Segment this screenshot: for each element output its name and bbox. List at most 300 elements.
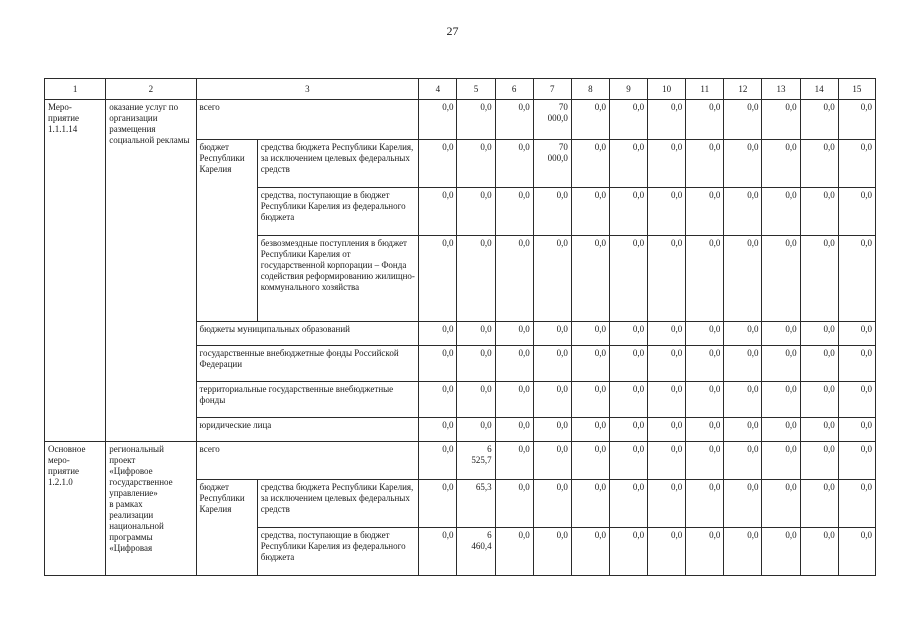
value-text: 0,0 (556, 384, 568, 394)
value-text: 0,0 (747, 420, 759, 430)
value-cell (838, 188, 875, 236)
source-label: средства бюджета Республики Карелия, за исключением целевых федеральных средств (257, 140, 419, 188)
value-text: 0,0 (709, 444, 721, 454)
value-cell (495, 322, 533, 346)
event-name: оказание услуг по организации размещения социальной рекламы (106, 100, 196, 442)
value-cell (571, 322, 609, 346)
value-text: 0,0 (594, 142, 606, 152)
value-text: 0,0 (670, 444, 683, 454)
value-text: 0,0 (594, 420, 606, 430)
value-text: 0,0 (785, 190, 797, 200)
value-cell (800, 346, 838, 382)
value-text: 0,0 (785, 348, 797, 358)
value-text: 0,0 (670, 142, 683, 152)
value-cell (648, 528, 686, 576)
value-text: 0,0 (747, 190, 759, 200)
value-cell (571, 528, 609, 576)
value-text: 0,0 (860, 384, 872, 394)
value-text: 0,0 (442, 238, 454, 248)
value-cell (533, 346, 571, 382)
value-text: 0,0 (860, 444, 872, 454)
value-cell (609, 236, 647, 322)
value-text: 0,0 (594, 190, 606, 200)
value-cell (838, 382, 875, 418)
value-cell (495, 442, 533, 480)
value-cell (533, 528, 571, 576)
value-text: 0,0 (709, 420, 721, 430)
value-cell (609, 322, 647, 346)
value-cell (571, 236, 609, 322)
value-cell (724, 418, 762, 442)
value-cell (609, 442, 647, 480)
value-cell (457, 140, 495, 188)
value-cell (419, 480, 457, 528)
event-name: региональный проект «Цифровое государственное управление» в рамках реализации национальной программы «Цифровая (106, 442, 196, 576)
value-cell (533, 418, 571, 442)
value-cell (800, 480, 838, 528)
value-text: 0,0 (442, 190, 454, 200)
header-cell: 3 (196, 79, 419, 100)
value-text: 0,0 (670, 384, 683, 394)
value-cell (724, 140, 762, 188)
value-text: 0,0 (442, 348, 454, 358)
value-cell (724, 480, 762, 528)
table-row (45, 442, 876, 480)
source-label: всего (196, 442, 419, 480)
value-text: 0,0 (518, 238, 530, 248)
value-text: 0,0 (747, 482, 759, 492)
value-cell (457, 322, 495, 346)
value-text: 0,0 (747, 324, 759, 334)
value-cell (800, 140, 838, 188)
value-text: 0,0 (556, 444, 568, 454)
value-cell (686, 528, 724, 576)
value-text: 0,0 (785, 102, 797, 112)
value-cell (457, 442, 495, 480)
value-text: 0,0 (556, 420, 568, 430)
value-text: 0,0 (823, 324, 835, 334)
value-cell (495, 236, 533, 322)
value-cell (800, 442, 838, 480)
value-cell (686, 188, 724, 236)
value-cell (609, 140, 647, 188)
value-text: 0,0 (480, 142, 492, 152)
value-text: 0,0 (442, 420, 454, 430)
value-cell (609, 382, 647, 418)
value-cell (648, 480, 686, 528)
value-cell (724, 100, 762, 140)
value-cell (648, 442, 686, 480)
value-text: 0,0 (518, 420, 530, 430)
value-cell (533, 140, 571, 188)
value-cell (533, 322, 571, 346)
value-text: 0,0 (518, 102, 530, 112)
value-text: 0,0 (709, 348, 721, 358)
value-text: 0,0 (442, 482, 454, 492)
value-text: 0,0 (747, 530, 759, 540)
value-cell (724, 188, 762, 236)
value-cell (571, 346, 609, 382)
value-cell (800, 236, 838, 322)
source-label: территориальные государственные внебюджетные фонды (196, 382, 419, 418)
value-text: 0,0 (442, 384, 454, 394)
value-cell (495, 528, 533, 576)
value-text: 0,0 (442, 530, 454, 540)
value-cell (762, 480, 800, 528)
value-text: 0,0 (823, 102, 835, 112)
value-text: 0,0 (594, 530, 606, 540)
value-cell (648, 418, 686, 442)
value-cell (762, 382, 800, 418)
value-cell (762, 188, 800, 236)
value-cell (838, 322, 875, 346)
value-text: 0,0 (594, 238, 606, 248)
value-cell (533, 442, 571, 480)
value-cell (457, 480, 495, 528)
value-cell (419, 442, 457, 480)
value-text: 0,0 (709, 238, 721, 248)
header-row (45, 79, 876, 100)
value-cell (609, 480, 647, 528)
value-text: 0,0 (860, 142, 872, 152)
value-text: 0,0 (556, 238, 568, 248)
source-group: бюджет Республики Карелия (196, 480, 257, 576)
value-text: 0,0 (823, 142, 835, 152)
value-text: 0,0 (632, 384, 645, 394)
header-cell: 12 (724, 79, 762, 100)
value-text: 0,0 (823, 530, 835, 540)
value-text: 0,0 (670, 102, 683, 112)
value-cell (762, 140, 800, 188)
value-cell (571, 100, 609, 140)
value-cell (495, 418, 533, 442)
value-cell (838, 236, 875, 322)
value-text: 0,0 (747, 142, 759, 152)
value-text: 0,0 (785, 420, 797, 430)
value-cell (686, 480, 724, 528)
value-text: 0,0 (823, 238, 835, 248)
value-cell (419, 322, 457, 346)
value-text: 0,0 (860, 420, 872, 430)
value-cell (533, 188, 571, 236)
value-cell (724, 236, 762, 322)
value-text: 0,0 (823, 348, 835, 358)
value-text: 0,0 (709, 384, 721, 394)
value-cell (419, 236, 457, 322)
value-text: 0,0 (670, 324, 683, 334)
value-text: 0,0 (747, 444, 759, 454)
value-text: 0,0 (632, 420, 645, 430)
value-cell (800, 188, 838, 236)
page-number: 27 (446, 24, 459, 38)
header-cell: 6 (495, 79, 533, 100)
budget-table (44, 78, 876, 576)
header-cell: 7 (533, 79, 571, 100)
value-cell (724, 322, 762, 346)
value-text: 0,0 (556, 190, 568, 200)
value-cell (457, 528, 495, 576)
value-cell (495, 480, 533, 528)
value-cell (571, 188, 609, 236)
value-cell (686, 382, 724, 418)
value-text: 0,0 (594, 348, 606, 358)
value-text: 0,0 (632, 190, 645, 200)
event-id: Основное меро- приятие 1.2.1.0 (45, 442, 106, 576)
value-cell (762, 442, 800, 480)
value-cell (838, 528, 875, 576)
value-text: 0,0 (556, 324, 568, 334)
value-cell (571, 382, 609, 418)
value-text: 0,0 (594, 444, 606, 454)
value-cell (800, 322, 838, 346)
value-text: 0,0 (594, 482, 606, 492)
value-cell (648, 100, 686, 140)
value-cell (609, 528, 647, 576)
value-text: 0,0 (670, 238, 683, 248)
value-cell (686, 322, 724, 346)
header-cell: 11 (686, 79, 724, 100)
value-text: 0,0 (785, 444, 797, 454)
value-text: 0,0 (785, 530, 797, 540)
value-text: 0,0 (709, 102, 721, 112)
value-text: 0,0 (709, 142, 721, 152)
value-cell (495, 346, 533, 382)
value-cell (724, 442, 762, 480)
value-text: 0,0 (785, 238, 797, 248)
value-cell (457, 100, 495, 140)
value-text: 0,0 (860, 102, 872, 112)
value-cell (609, 100, 647, 140)
value-cell (419, 346, 457, 382)
value-text: 70 000,0 (547, 102, 568, 123)
value-text: 0,0 (442, 444, 454, 454)
value-text: 0,0 (785, 142, 797, 152)
value-text: 0,0 (518, 142, 530, 152)
value-text: 0,0 (594, 384, 606, 394)
value-text: 0,0 (518, 190, 530, 200)
value-text: 0,0 (860, 324, 872, 334)
value-cell (762, 346, 800, 382)
value-cell (838, 418, 875, 442)
value-cell (533, 480, 571, 528)
value-cell (686, 236, 724, 322)
value-text: 0,0 (518, 530, 530, 540)
value-cell (724, 346, 762, 382)
value-text: 0,0 (670, 348, 683, 358)
value-cell (457, 346, 495, 382)
value-cell (419, 382, 457, 418)
value-text: 0,0 (632, 238, 645, 248)
value-text: 0,0 (823, 420, 835, 430)
source-label: средства бюджета Республики Карелия, за исключением целевых федеральных средств (257, 480, 419, 528)
value-cell (762, 528, 800, 576)
value-cell (419, 528, 457, 576)
value-text: 0,0 (785, 384, 797, 394)
value-cell (800, 382, 838, 418)
value-text: 6 460,4 (471, 530, 492, 551)
value-text: 0,0 (556, 482, 568, 492)
value-text: 0,0 (518, 482, 530, 492)
value-text: 6 525,7 (471, 444, 492, 465)
value-cell (495, 100, 533, 140)
header-cell: 1 (45, 79, 106, 100)
value-cell (419, 418, 457, 442)
value-text: 0,0 (518, 348, 530, 358)
value-text: 0,0 (480, 238, 492, 248)
value-cell (762, 322, 800, 346)
header-cell: 8 (571, 79, 609, 100)
header-cell: 10 (648, 79, 686, 100)
value-cell (457, 188, 495, 236)
value-cell (648, 322, 686, 346)
value-text: 0,0 (442, 142, 454, 152)
value-cell (648, 140, 686, 188)
value-cell (533, 100, 571, 140)
header-cell: 9 (609, 79, 647, 100)
value-cell (838, 100, 875, 140)
value-text: 0,0 (594, 324, 606, 334)
value-text: 0,0 (632, 102, 645, 112)
value-cell (571, 442, 609, 480)
value-text: 70 000,0 (547, 142, 568, 163)
value-cell (648, 188, 686, 236)
source-label: безвозмездные поступления в бюджет Республики Карелия от государственной корпорации – Фонда содействия реформированию жилищно-коммунального хозяйства (257, 236, 419, 322)
value-text: 0,0 (480, 324, 492, 334)
value-cell (495, 140, 533, 188)
value-cell (571, 480, 609, 528)
value-cell (724, 382, 762, 418)
value-cell (648, 382, 686, 418)
value-cell (419, 100, 457, 140)
value-text: 0,0 (632, 530, 645, 540)
value-cell (686, 418, 724, 442)
value-cell (762, 236, 800, 322)
value-text: 0,0 (785, 324, 797, 334)
value-cell (686, 140, 724, 188)
value-cell (419, 188, 457, 236)
value-cell (533, 382, 571, 418)
header-cell: 14 (800, 79, 838, 100)
value-cell (800, 100, 838, 140)
value-text: 0,0 (670, 420, 683, 430)
source-label: бюджеты муниципальных образований (196, 322, 419, 346)
value-text: 0,0 (785, 482, 797, 492)
value-cell (838, 442, 875, 480)
value-text: 0,0 (709, 482, 721, 492)
value-text: 65,3 (475, 482, 492, 492)
value-text: 0,0 (860, 238, 872, 248)
value-text: 0,0 (709, 324, 721, 334)
value-text: 0,0 (632, 444, 645, 454)
value-text: 0,0 (747, 384, 759, 394)
value-text: 0,0 (747, 348, 759, 358)
value-cell (495, 188, 533, 236)
value-text: 0,0 (670, 190, 683, 200)
value-text: 0,0 (709, 530, 721, 540)
value-cell (533, 236, 571, 322)
value-cell (609, 188, 647, 236)
value-cell (571, 140, 609, 188)
source-label: средства, поступающие в бюджет Республики Карелия из федерального бюджета (257, 528, 419, 576)
value-text: 0,0 (442, 324, 454, 334)
value-cell (648, 346, 686, 382)
value-text: 0,0 (518, 444, 530, 454)
value-text: 0,0 (670, 482, 683, 492)
value-text: 0,0 (860, 482, 872, 492)
value-text: 0,0 (632, 482, 645, 492)
value-cell (609, 346, 647, 382)
table-row (45, 100, 876, 140)
value-text: 0,0 (823, 190, 835, 200)
source-group: бюджет Республики Карелия (196, 140, 257, 322)
value-text: 0,0 (632, 142, 645, 152)
value-text: 0,0 (480, 190, 492, 200)
value-text: 0,0 (442, 102, 454, 112)
value-text: 0,0 (860, 190, 872, 200)
value-cell (762, 418, 800, 442)
value-cell (838, 480, 875, 528)
value-cell (838, 140, 875, 188)
value-text: 0,0 (747, 238, 759, 248)
value-cell (724, 528, 762, 576)
source-label: всего (196, 100, 419, 140)
value-cell (800, 418, 838, 442)
value-cell (686, 100, 724, 140)
value-cell (571, 418, 609, 442)
value-text: 0,0 (518, 384, 530, 394)
value-cell (457, 418, 495, 442)
header-cell: 13 (762, 79, 800, 100)
header-cell: 15 (838, 79, 875, 100)
value-cell (838, 346, 875, 382)
value-text: 0,0 (709, 190, 721, 200)
value-text: 0,0 (823, 384, 835, 394)
value-cell (762, 100, 800, 140)
value-text: 0,0 (860, 530, 872, 540)
value-text: 0,0 (823, 482, 835, 492)
value-text: 0,0 (594, 102, 606, 112)
value-text: 0,0 (670, 530, 683, 540)
value-text: 0,0 (632, 324, 645, 334)
value-cell (800, 528, 838, 576)
value-cell (609, 418, 647, 442)
source-label: средства, поступающие в бюджет Республики Карелия из федерального бюджета (257, 188, 419, 236)
value-text: 0,0 (480, 384, 492, 394)
value-text: 0,0 (518, 324, 530, 334)
header-cell: 5 (457, 79, 495, 100)
value-text: 0,0 (556, 530, 568, 540)
source-label: юридические лица (196, 418, 419, 442)
header-cell: 4 (419, 79, 457, 100)
value-cell (686, 442, 724, 480)
value-text: 0,0 (556, 348, 568, 358)
value-text: 0,0 (860, 348, 872, 358)
value-text: 0,0 (480, 102, 492, 112)
value-cell (686, 346, 724, 382)
value-cell (648, 236, 686, 322)
value-cell (457, 236, 495, 322)
value-text: 0,0 (480, 420, 492, 430)
event-id: Меро- приятие 1.1.1.14 (45, 100, 106, 442)
value-cell (419, 140, 457, 188)
value-text: 0,0 (632, 348, 645, 358)
header-cell: 2 (106, 79, 196, 100)
value-text: 0,0 (747, 102, 759, 112)
value-text: 0,0 (480, 348, 492, 358)
value-text: 0,0 (823, 444, 835, 454)
value-cell (457, 382, 495, 418)
source-label: государственные внебюджетные фонды Российской Федерации (196, 346, 419, 382)
